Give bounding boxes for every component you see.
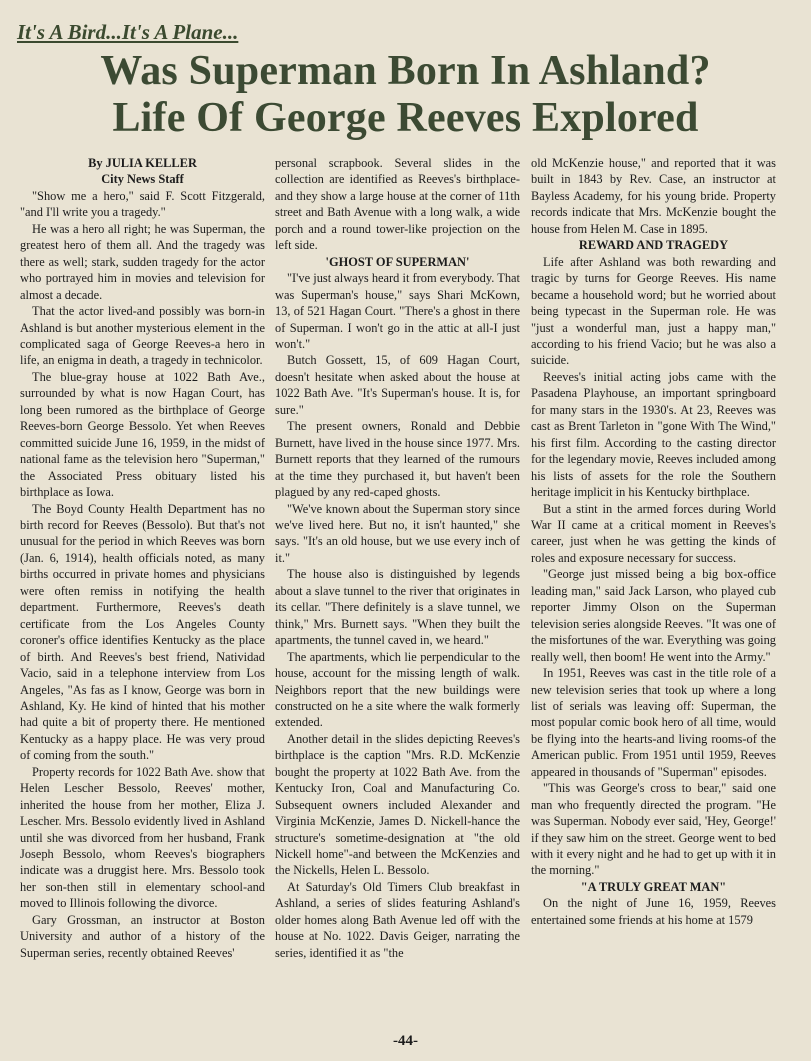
subhead-reward-and-tragedy: REWARD AND TRAGEDY: [578, 238, 729, 253]
headline-line-2: Life Of George Reeves Explored: [112, 95, 699, 141]
paragraph: The apartments, which lie perpendicular to the house, account for the missing length of walk. Neighbors report that the new buildings were constructed on he a site where the walk formerly extended.: [275, 649, 520, 730]
page-number: -44-: [393, 1033, 418, 1049]
paragraph: He was a hero all right; he was Superman, the greatest hero of them all. And the tragedy was there as well; stark, sudden tragedy for the actor who portrayed him in movies and television for almost a decade.: [20, 221, 265, 302]
paragraph: "George just missed being a big box-office leading man," said Jack Larson, who played cub reporter Jimmy Olson on the Superman television series alongside Reeves. "It was one of the misfortunes of the war. Everything was going really well, then boom! He went into the Army.": [531, 567, 776, 664]
paragraph: The house also is distinguished by legends about a slave tunnel to the river that originates in its cellar. "There definitely is a slave tunnel, we think," Mrs. Burnett says. "When they built the apartments, the tunnel caved in, we heard.": [275, 567, 520, 648]
paragraph: Gary Grossman, an instructor at Boston University and author of a history of the Superman series, recently obtained Reeves': [20, 912, 265, 960]
paragraph: personal scrapbook. Several slides in the collection are identified as Reeves's birthplace-and they show a large house at the corner of 11th street and Bath Avenue with a long walk, a wide porch and a round tower-like projection on the left side.: [275, 156, 520, 253]
paragraph: Another detail in the slides depicting Reeves's birthplace is the caption "Mrs. R.D. McKenzie bought the property at 1022 Bath Ave. from the Kentucky Iron, Coal and Manufacturing Co. Subsequent owners included Alexander and Virginia McKenzie, James D. Nickell-hance the structure's sometime-designation at "the old Nickell home"-and between the McKenzies and the Nickells, Helen L. Bessolo.: [275, 731, 520, 878]
subhead-ghost-of-superman: 'GHOST OF SUPERMAN': [325, 254, 470, 269]
paragraph: Butch Gossett, 15, of 609 Hagan Court, doesn't hesitate when asked about the house at 1022 Bath Ave. "It's Superman's house. It is, for sure.": [275, 353, 520, 417]
paragraph: In 1951, Reeves was cast in the title role of a new television series that took up where a long list of serials was leaving off: Superman, the most popular comic book hero of all time, would be flying into the hearts-and living rooms-of the American public. From 1951 until 1959, Reeves appeared in thousands of "Superman" episodes.: [531, 666, 776, 779]
paragraph: Property records for 1022 Bath Ave. show that Helen Lescher Bessolo, Reeves' mother, inherited the house from her mother, Eliza J. Lescher. Mrs. Bessolo evidently lived in Ashland until she was divorced from her husband, Frank Joseph Bessolo, whom Reeves's biographers indicate was a druggist here. Mrs. Bessolo took her son-then still in elementary school-and moved to Illinois following the divorce.: [20, 764, 265, 911]
paragraph: The present owners, Ronald and Debbie Burnett, have lived in the house since 1977. Mrs. Burnett reports that they learned of the rumours at the time they purchased it, but haven't been plagued by any red-caped ghosts.: [275, 419, 520, 500]
kicker: It's A Bird...It's A Plane...: [17, 20, 239, 44]
paragraph: old McKenzie house," and reported that it was built in 1843 by Rev. Case, an instructor at Bayless Academy, for his young bride. Property records indicate that Mrs. McKenzie bought the house from Helen M. Case in 1895.: [531, 156, 776, 236]
paragraph: But a stint in the armed forces during World War II came at a critical moment in Reeves's career, just when he was getting the kinds of roles and exposure necessary for success.: [531, 501, 776, 565]
paragraph: The Boyd County Health Department has no birth record for Reeves (Bessolo). But that's not unusual for the period in which Reeves was born (Jan. 6, 1914), health officials noted, as many births occurred in private homes and physicians were often remiss in notifying the health department. Furthermore, Reeves's death certificate from the Los Angeles County coroner's office identifies Kentucky as the place of birth. And Reeves's best friend, Natividad Vacio, said in a telephone interview from Los Angeles, "As fas as I know, George was born in Ashland, Ky. He kind of hinted that his mother had quite a bit of property there. He mentioned Kentucky as a happy place. He was very proud of coming from the south.": [20, 501, 265, 763]
paragraph: The blue-gray house at 1022 Bath Ave., surrounded by what is now Hagan Court, has long been rumored as the birthplace of George Reeves-born George Bessolo. Yet when Reeves committed suicide June 16, 1959, in the midst of national fame as the television hero "Superman," the Associated Press obituary listed his birthplace as Iowa.: [20, 369, 265, 500]
column-1: [20, 155, 265, 1025]
byline-title: City News Staff: [101, 172, 184, 187]
paragraph: "This was George's cross to bear," said one man who frequently directed the program. "He was Superman. Nobody ever said, 'Hey, George!' if they saw him on the street. George went to bed with it every night and he had to get up with it in the morning.": [531, 781, 776, 878]
paragraph: Life after Ashland was both rewarding and tragic by turns for George Reeves. His name became a household word; but he worried about being typecast in the Superman role. He was "just a wonderful man, just a happy man," according to his friend Vacio; but he was also a suicide.: [531, 254, 776, 368]
headline-line-1: Was Superman Born In Ashland?: [100, 48, 711, 94]
subhead-a-truly-great-man: "A TRULY GREAT MAN": [580, 879, 727, 894]
byline-author: By JULIA KELLER: [88, 156, 197, 170]
paragraph: "We've known about the Superman story since we've lived here. But no, it isn't haunted," she says. "It's an old house, but we use every inch of it.": [275, 501, 520, 565]
column-3: [531, 155, 776, 1025]
paragraph: "I've just always heard it from everybody. That was Superman's house," says Shari McKown, 13, of 521 Hagan Court. "There's a ghost in there of Superman. I won't go in the attic at all-I just won't.": [275, 271, 520, 351]
paragraph: That the actor lived-and possibly was born-in Ashland is but another mysterious element in the complicated saga of George Reeves-a hero in life, an enigma in death, a tragedy in technicolor.: [20, 304, 265, 368]
paragraph: Reeves's initial acting jobs came with the Pasadena Playhouse, an important springboard for many stars in the 1930's. At 23, Reeves was cast as Brent Tarleton in "gone With The Wind," his first film. According to the casting director for the legendary movie, Reeves included among his lists of assets for the role the Southern heritage implicit in his Kentucky birthplace.: [531, 369, 776, 500]
paragraph: "Show me a hero," said F. Scott Fitzgerald, "and I'll write you a tragedy.": [20, 188, 265, 220]
paragraph: On the night of June 16, 1959, Reeves entertained some friends at his home at 1579: [531, 896, 776, 927]
paragraph: At Saturday's Old Timers Club breakfast in Ashland, a series of slides featuring Ashland's older homes along Bath Avenue led off with the house at No. 1022. Davis Geiger, narrating the series, identified it as "the: [275, 879, 520, 960]
headline: [20, 48, 791, 142]
column-2: [275, 155, 520, 1025]
